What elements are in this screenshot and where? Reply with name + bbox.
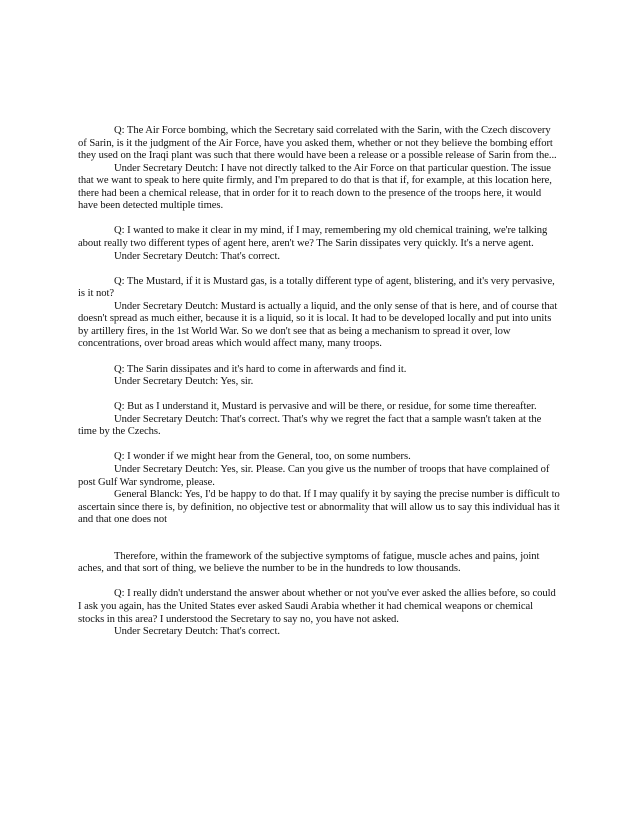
paragraph-gap bbox=[78, 351, 560, 364]
paragraph-q-chemical-training: Q: I wanted to make it clear in my mind, if I may, remembering my old chemical training, we're talking about really two different types of agent here, aren't we? The Sarin dissipates very quickly. It's a nerve agent. bbox=[78, 225, 548, 249]
paragraph-q-general-numbers: Q: I wonder if we might hear from the General, too, on some numbers. bbox=[114, 451, 411, 463]
paragraph-gap bbox=[78, 439, 560, 452]
paragraph-deutch-air-force: Under Secretary Deutch: I have not directly talked to the Air Force on that particular question. The issue that we want to speak to here quite firmly, and I'm prepared to do that is that if, for example, at this location here, there had been a chemical release, that in order for it to reach down to the presence of the troops here, it would have been detected multiple times. bbox=[78, 162, 552, 212]
paragraph-deutch-correct-2: Under Secretary Deutch: That's correct. bbox=[114, 626, 280, 638]
paragraph-deutch-yes-sir: Under Secretary Deutch: Yes, sir. bbox=[114, 376, 254, 388]
paragraph-deutch-mustard: Under Secretary Deutch: Mustard is actually a liquid, and the only sense of that is here, and of course that doesn't spread as much either, because it is a liquid, so it is local. It had to be developed locally and put into units by artillery fires, in the 1st World War. So we don't see that as being a mechanism to spread it over, low concentrations, over broad areas which would affect many, many troops. bbox=[78, 300, 558, 350]
paragraph-blanck-answer: General Blanck: Yes, I'd be happy to do that. If I may qualify it by saying the precise number is difficult to ascertain since there is, by definition, no objective test or abnormality that will allow us to say this individual has it and that one does not bbox=[78, 489, 560, 526]
paragraph-deutch-correct-1: Under Secretary Deutch: That's correct. bbox=[114, 250, 280, 262]
paragraph-q-mustard-pervasive: Q: But as I understand it, Mustard is pervasive and will be there, or residue, for some time thereafter. bbox=[114, 401, 537, 413]
paragraph-gap bbox=[78, 576, 560, 589]
paragraph-q-sarin-dissipates: Q: The Sarin dissipates and it's hard to come in afterwards and find it. bbox=[114, 363, 407, 375]
paragraph-deutch-troop-numbers: Under Secretary Deutch: Yes, sir. Please. Can you give us the number of troops that have complained of post Gulf War syndrome, please. bbox=[78, 464, 550, 488]
paragraph-gap bbox=[78, 389, 560, 402]
paragraph-deutch-regret: Under Secretary Deutch: That's correct. That's why we regret the fact that a sample wasn't taken at the time by the Czechs. bbox=[78, 413, 542, 438]
paragraph-gap bbox=[78, 213, 560, 226]
paragraph-q-mustard: Q: The Mustard, if it is Mustard gas, is a totally different type of agent, blistering, and it's very pervasive, is it not? bbox=[78, 275, 555, 300]
paragraph-q-air-force: Q: The Air Force bombing, which the Secretary said correlated with the Sarin, with the Czech discovery of Sarin, is it the judgment of the Air Force, have you asked them, whether or not they believe the bombing effort they used on the Iraqi plant was such that there would have been a release or a possible release of Sarin from the... bbox=[78, 125, 557, 162]
paragraph-gap bbox=[78, 263, 560, 276]
transcript-body bbox=[78, 125, 560, 639]
paragraph-blanck-therefore: Therefore, within the framework of the subjective symptoms of fatigue, muscle aches and pains, joint aches, and that sort of thing, we believe the number to be in the hundreds to low thousands. bbox=[78, 550, 540, 575]
paragraph-q-saudi-arabia: Q: I really didn't understand the answer about whether or not you've ever asked the allies before, so could I ask you again, has the United States ever asked Saudi Arabia whether it had chemical weapons or chemical stocks in this area? I understood the Secretary to say no, you have not asked. bbox=[78, 588, 556, 625]
paragraph-gap-large bbox=[78, 527, 560, 551]
